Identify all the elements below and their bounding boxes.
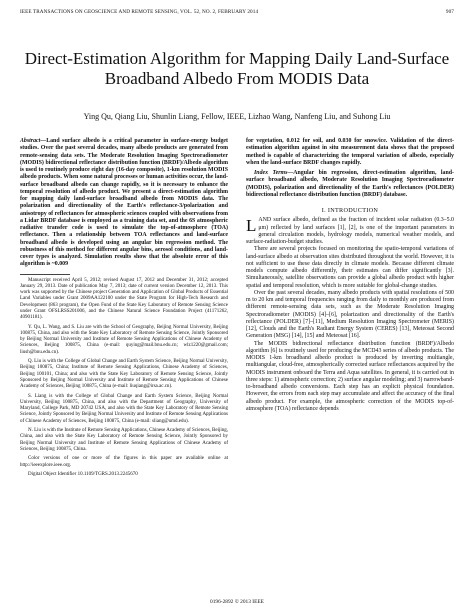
footnote-affiliation-liu: Q. Liu is with the College of Global Change and Earth System Science, Beijing Normal University, Beijing 100875, China; Institute of Remote Sensing Applications, Chinese Academy of Sciences, Beijing 100101, China; and also with the State Key Laboratory of Remote Sensing Science, Jointly Sponsored by Beijing Normal University and Institute of Remote Sensing Applications of Chinese Academy of Sciences, Beijing 100875, China (e-mail: liuqiang@irsa.ac.cn). xyxy=(20,359,228,390)
intro-paragraph-2: There are several projects focused on monitoring the spatio-temporal variations of land-surface albedo at observation sites distributed throughout the world. However, it is not sufficient to use these data directly in climate models. Because different climate models compute albedo differently, their estimates can differ significantly [3]. Simultaneously, satellite observations can provide a global albedo product with higher spatial and temporal resolution, which is more suitable for global-change studies. xyxy=(246,246,454,289)
intro-paragraph-1 xyxy=(246,217,454,246)
abstract-label: Abstract xyxy=(20,138,41,144)
index-terms xyxy=(246,170,454,199)
footnotes xyxy=(20,278,228,479)
left-column xyxy=(20,138,228,478)
intro-paragraph-4: The MODIS bidirectional reflectance distribution function (BRDF)/Albedo algorithm [6] is routinely used for producing the MCD43 series of albedo products. The MODIS 1-km broadband albedo product is produced by inverting multiangle, multiangular, cloud-free, atmospherically corrected surface reflectances acquired by the MODIS instrument onboard the Terra and Aqua satellites. In general, it is carried out in three steps: 1) atmospheric correction; 2) surface angular modeling; and 3) narrowband-to-broadband albedo conversions. Each step has an explicit physical foundation. However, the errors from each step may accumulate and affect the accuracy of the final albedo product. For example, the atmospheric correction of the MODIS top-of-atmosphere (TOA) reflectance depends xyxy=(246,340,454,412)
intro-paragraph-3: Over the past several decades, many albedo products with spatial resolutions of 500 m to 20 km and temporal frequencies ranging from daily to monthly are produced from different remote-sensing data sets, such as the Moderate Resolution Imaging Spectroradiometer (MODIS) [4]–[6], polarization and directionality of the Earth's reflectance (POLDER) [7]–[11], Medium Resolution Imaging Spectrometer (MERIS) [12], Clouds and the Earth's Radiant Energy System (CERES) [13], Meteosat Second Generation (MSG) [14], [15] and Meteosat [16]. xyxy=(246,289,454,340)
author-list: Ying Qu, Qiang Liu, Shunlin Liang, Fellow, IEEE, Lizhao Wang, Nanfeng Liu, and Suhong Liu xyxy=(83,112,391,121)
footnote-affiliation-liang: S. Liang is with the College of Global Change and Earth System Science, Beijing Normal University, Beijing 100875, China, and also with the Department of Geography, University of Maryland, College Park, MD 20742 USA, and also with the State Key Laboratory of Remote Sensing Science, Jointly Sponsored by Beijing Normal University and Institute of Remote Sensing Applications of Chinese Academy of Sciences, Beijing 100875, China (e-mail: sliang@umd.edu). xyxy=(20,393,228,424)
page-number: 907 xyxy=(445,9,454,15)
footnote-affiliation-qu: Y. Qu, L. Wang, and S. Liu are with the School of Geography, Beijing Normal University, Beijing 100875, China, and also with the State Key Laboratory of Remote Sensing Science, Jointly Sponsored by Beijing Normal University and Institute of Remote Sensing Applications of Chinese Academy of Sciences, Beijing 100875, China (e-mail: quying@mail.bnu.edu.cn; wlz1220@gmail.com; liush@bnu.edu.cn). xyxy=(20,324,228,355)
intro-paragraph-1-text: AND surface albedo, defined as the fraction of incident solar radiation (0.3–5.0 μm) reflected by land surfaces [1], [2], is one of the important parameters in general circulation models, hydrology models, numerical weather models, and surface-radiation-budget studies. xyxy=(246,217,454,245)
abstract-continuation: for vegetation, 0.012 for soil, and 0.030 for snow/ice. Validation of the direct-estimation algorithm against in situ measurement data shows that the proposed method is capable of characterizing the temporal variation of albedo, especially when the land-surface BRDF changes rapidly. xyxy=(246,138,454,166)
footnote-manuscript: Manuscript received April 5, 2012; revised August 17, 2012 and December 31, 2012; accepted January 29, 2013. Date of publication May 7, 2013; date of current version December 12, 2013. This work was supported by the Chinese project Generation and Application of Global Products of Essential Land Variables under Grant 2009AA122100 under the State Program for High-Tech Research and Development (863 program), the Open Fund of the State Key Laboratory of Remote Sensing Science under Grant OFSLRSS201006, and the Chinese Natural Science Foundation Project (41171262, 40901181). xyxy=(20,277,228,321)
paper-title: Direct-Estimation Algorithm for Mapping Daily Land-Surface Broadband Albedo From MODIS Data xyxy=(24,49,450,89)
footnote-doi: Digital Object Identifier 10.1109/TGRS.2013.2245670 xyxy=(28,471,138,477)
footnote-affiliation-nliu: N. Liu is with the Institute of Remote Sensing Applications, Chinese Academy of Sciences, Beijing, China, and also with the State Key Laboratory of Remote Sensing Science, Jointly Sponsored by Beijing Normal University and Institute of Remote Sensing Applications of Chinese Academy of Sciences, Beijing 100875, China. xyxy=(20,428,228,452)
footnote-color-versions: Color versions of one or more of the figures in this paper are available online at http://ieeexplore.ieee.org. xyxy=(20,456,228,468)
section-heading: I. INTRODUCTION xyxy=(321,207,379,214)
drop-cap: L xyxy=(246,216,257,236)
running-head xyxy=(20,9,454,15)
index-terms-text: —Angular bin regression, direct-estimation algorithm, land-surface broadband albedo, Moderate Resolution Imaging Spectroradiometer (MODIS), polarization and directionality of the Earth's reflectances (POLDER) bidirectional reflectance distribution function (BRDF) database. xyxy=(246,170,454,198)
copyright-line: 0196-2892 © 2013 IEEE xyxy=(210,599,264,605)
footnote-rule xyxy=(20,274,70,275)
right-column xyxy=(246,138,454,413)
index-terms-label: Index Terms xyxy=(254,170,288,176)
abstract xyxy=(20,138,228,269)
abstract-text: —Land surface albedo is a critical parameter in surface-energy budget studies. Over the past several decades, many albedo products are generated from remote-sensing data sets. The Moderate Resolution Imaging Spectroradiometer (MODIS) bidirectional reflectance distribution function (BRDF)/Albedo algorithm is used to routinely produce eight day (16-day composite), 1-km resolution MODIS albedo products. When some natural processes or human activities occur, the land-surface broadband albedo can change rapidly, so it is necessary to enhance the temporal resolution of albedo product. We present a direct-estimation algorithm for mapping daily land-surface broadband albedo from MODIS data. The polarization and directionality of the Earth's reflectance-3/polarization and anisotropy of reflectances for atmospheric sciences coupled with observations from a Lidar BRDF database is employed as a training data set, and the 6S atmospheric radiative transfer code is used to simulate the top-of-atmosphere (TOA) reflectance. Then a relationship between TOA reflectances and land-surface broadband albedo is developed using an angular bin regression method. The robustness of this method for different angular bins, aerosol conditions, and land-cover types is analyzed. Simulation results show that the absolute error of this algorithm is ~0.009 xyxy=(20,138,228,268)
paper-page xyxy=(20,0,454,613)
journal-header: IEEE TRANSACTIONS ON GEOSCIENCE AND REMOTE SENSING, VOL. 52, NO. 2, FEBRUARY 2014 xyxy=(20,9,259,15)
